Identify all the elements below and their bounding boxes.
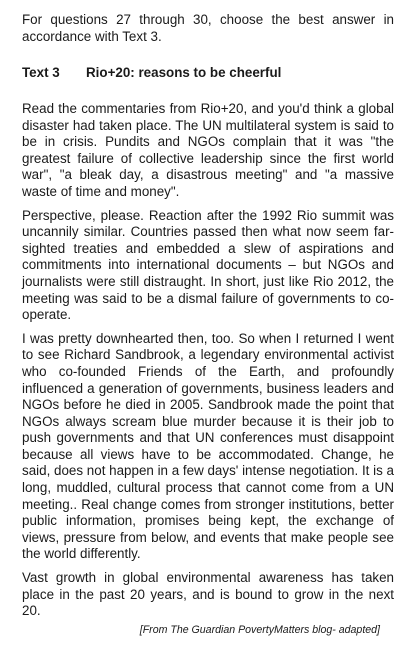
paragraph-1: Read the commentaries from Rio+20, and you'd think a global disaster had taken place. The UN multilateral system is said to be in crisis. Pundits and NGOs complain that it was "the greatest failure of collective leadership since the first world war", "a bleak day, a disastrous meeting" and "a massive waste of time and money". <box>22 101 394 199</box>
question-instruction: For questions 27 through 30, choose the best answer in accordance with Text 3. <box>22 12 394 44</box>
paragraph-4: Vast growth in global environmental awareness has taken place in the past 20 years, and is bound to grow in the next 20. <box>22 570 394 619</box>
text-title: Rio+20: reasons to be cheerful <box>86 65 282 80</box>
paragraph-3: I was pretty downhearted then, too. So when I returned I went to see Richard Sandbrook, a legendary environmental activist who co-founded Friends of the Earth, and profoundly influenced a generation of governments, business leaders and NGOs before he died in 2005. Sandbrook made the point that NGOs always scream blue murder because it is their job to push governments and that UN conferences must disappoint because all views have to be accommodated. Change, he said, does not happen in a few days' intense negotiation. It is a long, muddled, cultural process that cannot come from a UN meeting.. Real change comes from stronger institutions, better public information, promises being kept, the exchange of views, pressure from below, and events that make people see the world differently. <box>22 330 394 562</box>
text-heading <box>22 65 394 81</box>
paragraph-2: Perspective, please. Reaction after the 1992 Rio summit was uncannily similar. Countries passed then what now seem far-sighted treaties and embedded a slew of aspirations and commitments into international documents – but NGOs and journalists were still distraught. In short, just like Rio 2012, the meeting was said to be a dismal failure of governments to co-operate. <box>22 207 394 323</box>
document-page <box>22 0 394 637</box>
text-number: Text 3 <box>22 65 60 80</box>
source-citation: [From The Guardian PovertyMatters blog- adapted] <box>139 623 380 636</box>
